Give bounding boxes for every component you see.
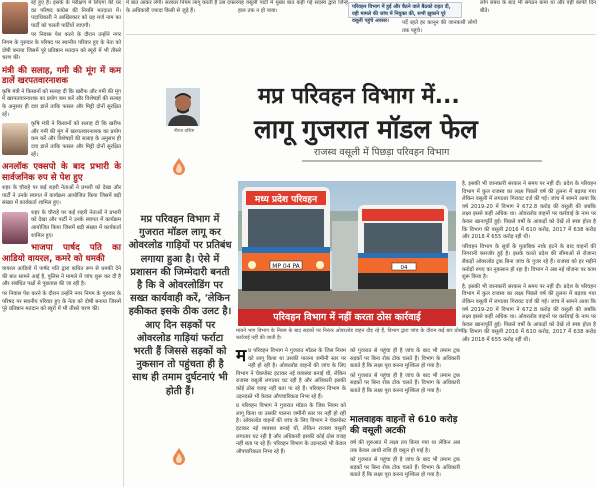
- right-paragraph-3: है, इसकी भी जानकारी सरकार ने समय पर नहीं दी। प्रदेश के परिवहन विभाग में कुल राजस्व का लक्ष्य पिछले वर्ष की तुलना में बढ़ाया गया लेकिन वसूली में लगातार गिरावट दर्ज की गई। जांच में सामने आया कि वर्ष 2019-20 में विभाग ने 672.8 करोड़ की वसूली की जबकि लक्ष्य इससे कहीं अधिक था। ओवरलोड वाहनों पर कार्रवाई के नाम पर केवल खानापूर्ति हुई। पिछले वर्षों के आंकड़ों को देखें तो स्पष्ट होता है कि विभाग की वसूली 2016 में 610 करोड़, 2017 में 638 करोड़ और 2018 में 655 करोड़ रही थी।: [462, 283, 596, 343]
- headline-kicker: राजस्व वसूली में पिछड़ा परिवहन विभाग: [302, 147, 542, 162]
- portrait-photo-3: [2, 212, 28, 244]
- svg-text:04: 04: [400, 265, 408, 271]
- photo-description-text: मायने भाग विभाग के नियम के बाद सड़कों पर निरंतर ओवरलोड वाहन दौड़ रहे हैं, विभाग द्वारा जांच के दौरान कई बार ठोस कार्रवाई नहीं की जाती है।: [236, 328, 462, 341]
- flame-drop-icon: [170, 157, 188, 175]
- headline-line-1: मप्र परिवहन विभाग में...: [258, 84, 460, 109]
- left-news-column: [2, 0, 121, 487]
- bottom-paragraph-2b: को गुजरात से पहुंचा ही है जांच के बाद भी तमाम ट्रक सड़कों पर बिना रोक टोक चलते हैं। विभाग के अधिकारी बताते हैं कि लक्ष्य पूरा करना मुश्किल हो गया है।: [350, 372, 460, 394]
- top-rule: [126, 34, 596, 35]
- left-paragraph-2: पर निवास पेश करने के दौरान उन्होंने नगर निगम के गुरुवार के परिषद पर स्थानीय परिवार हुए के नेता को दोषी बनाया जिसमें पूरे प्रतिष्ठान मतदान को ब्यूरो में भी तीसरे चरण की।: [2, 32, 121, 62]
- photo-caption: परिवहन विभाग में नहीं करता ठोस कार्रवाई: [238, 309, 456, 326]
- right-paragraph-1: है, इसकी भी जानकारी सरकार ने समय पर नहीं दी। प्रदेश के परिवहन विभाग में कुल राजस्व का लक्ष्य पिछले वर्ष की तुलना में बढ़ाया गया लेकिन वसूली में लगातार गिरावट दर्ज की गई। जांच में सामने आया कि वर्ष 2019-20 में विभाग ने 672.8 करोड़ की वसूली की जबकि लक्ष्य इससे कहीं अधिक था। ओवरलोड वाहनों पर कार्रवाई के नाम पर केवल खानापूर्ति हुई। पिछले वर्षों के आंकड़ों को देखें तो स्पष्ट होता है कि विभाग की वसूली 2016 में 610 करोड़, 2017 में 638 करोड़ और 2018 में 655 करोड़ रही थी।: [462, 181, 596, 241]
- pull-quote: मप्र परिवहन विभाग में गुजरात मॉडल लागू कर ओवरलोड गाड़ियों पर प्रतिबंध लगाया हुआ है। ऐसे में प्रशासन की जिम्मेदारी बनती है कि वे ओवरलोडिंग पर सख्त कार्यवाही करें, 'लेकिन हकीकत इसके ठीक उलट है। आए दिन सड़कों पर ओवरलोड गाड़ियां फर्राटा भरती हैं जिससे सड़कों को नुकसान तो पहुंचता ही है साथ ही तमाम दुर्घटनाएं भी होती हैं।: [128, 214, 232, 397]
- left-paragraph-3b: कृषि मंत्री ने किसानों को सलाह दी कि खरीफ और गमी की मूंग में खरपतवारनाशक का प्रयोग कम करें और विशेषज्ञों की सलाह के अनुसार ही दवा डालें ताकि फसल और मिट्टी दोनों सुरक्षित रहें।: [31, 121, 121, 158]
- bottom-article-column-2: [350, 348, 460, 414]
- bottom-paragraph-2: को गुजरात से पहुंचा ही है जांच के बाद भी तमाम ट्रक सड़कों पर बिना रोक टोक चलते हैं। विभाग के अधिकारी बताते हैं कि लक्ष्य पूरा करना मुश्किल हो गया है।: [350, 348, 460, 370]
- flame-drop-icon: [170, 447, 188, 465]
- bottom-paragraph-3b: को गुजरात से पहुंचा ही है जांच के बाद भी तमाम ट्रक सड़कों पर बिना रोक टोक चलते हैं। विभाग के अधिकारी बताते हैं कि लक्ष्य पूरा करना मुश्किल हो गया है।: [350, 457, 460, 479]
- left-paragraph-3: कृषि मंत्री ने किसानों को सलाह दी कि खरीफ और गमी की मूंग में खरपतवारनाशक का प्रयोग कम करें और विशेषज्ञों की सलाह के अनुसार ही दवा डालें ताकि फसल और मिट्टी दोनों सुरक्षित रहें।: [2, 88, 121, 118]
- bottom-paragraph-1: प्र परिवहन विभाग ने गुजरात मॉडल के जिस नियम को लागू किया था उसकी पालना जमीनी स्तर पर नहीं हो रही है। ओवरलोड वाहनों की जांच के लिए विभाग ने चेकपोस्ट हटाकर नई व्यवस्था बनाई थी, लेकिन राजस्व वसूली लगातार घट रही है और अधिकारी इसकी कोई ठोस वजह नहीं बता पा रहे हैं। परिवहन विभाग के उड़नदस्ते भी केवल औपचारिकता निभा रहे हैं।: [236, 348, 346, 400]
- drop-cap: म: [236, 346, 247, 366]
- svg-text:MP 04 PA: MP 04 PA: [272, 263, 300, 270]
- left-subhead-1: मंत्री की सलाह, गमी की मूंग में कम डालें खरपतवारनाशक: [2, 65, 121, 87]
- headline-line-2: लागू गुजरात मॉडल फेल: [254, 115, 478, 145]
- bottom-paragraph-1b: प्र परिवहन विभाग ने गुजरात मॉडल के जिस नियम को लागू किया था उसकी पालना जमीनी स्तर पर नहीं हो रही है। ओवरलोड वाहनों की जांच के लिए विभाग ने चेकपोस्ट हटाकर नई व्यवस्था बनाई थी, लेकिन राजस्व वसूली लगातार घट रही है और अधिकारी इसकी कोई ठोस वजह नहीं बता पा रहे हैं। परिवहन विभाग के उड़नदस्ते भी केवल औपचारिकता निभा रहे हैं।: [236, 403, 346, 455]
- bottom-article-column-3: [350, 440, 460, 487]
- right-article-column: [462, 181, 596, 487]
- author-photo: [166, 88, 200, 126]
- left-subhead-2: अनलॉक एक्सपो के बाद प्रभारी के सार्वजनिक रुप से पेश हुए: [2, 162, 121, 183]
- left-paragraph-4: शहर के चौराहे पर कई शहरी नेताओं ने प्रभारी को देखा और पार्टी ने उनके स्वागत में कार्यक्रम आयोजित किया जिसमें बड़ी संख्या में कार्यकर्ता शामिल हुए।: [2, 185, 121, 207]
- portrait-photo-2: [2, 123, 28, 155]
- article-subhead: मालवाहक वाहनों से 610 करोड़ की वसूली अटकी: [350, 415, 458, 436]
- svg-text:मध्य प्रदेश परिवहन: मध्य प्रदेश परिवहन: [254, 195, 318, 205]
- top-strip-text-4: लोग संबंध के बाद भी संगठन कमा था और वहीं काफी दिन बीते।: [480, 0, 596, 14]
- bottom-paragraph-3: वर्ष की शुरुआत में लक्ष्य तय किया गया था लेकिन अब तक केवल आधी राशि ही वसूल हो पाई है।: [350, 440, 460, 454]
- left-paragraph-5: वायरल आडियो में पार्षद पति द्वारा कथित रूप से धमकी देने की बात सामने आई है, पुलिस ने मामले में जांच शुरू कर दी है और संबंधित पक्षों से पूछताछ की जा रही है।: [2, 266, 121, 288]
- left-paragraph-1: रहे हुए हैं। इसके के परीक्षण में लिएगा की घर का परिषद कांग्रेस की नियमि मतदाता में। पदाधिकारी ने आखिरकार को ग्रह मर्ज नाम का पार्टी को चलती पार्टियों जाएगी।: [31, 0, 121, 29]
- quote-box: परिवहन विभाग में हुई और बैठने वाले बैठको राहत दी, वही मामले की जांच में नियुक्त की, सभी झुकाने पूरे वसूली पहुंचे अवसर।: [348, 2, 462, 18]
- portrait-photo-1: [2, 2, 28, 34]
- bus-photo: [238, 181, 456, 309]
- author-caption: नीरज वशिष्ट: [173, 129, 195, 134]
- column-divider: [123, 0, 124, 487]
- bottom-article-column-1: [236, 348, 346, 487]
- top-strip-text-2: यह वसूली पार्टी में मुख्य बात कही गई सदस्य द्वारा जिन्हें हाल तक न हो पाया।: [238, 0, 348, 14]
- top-strip-text-3: पर्दे रहते हर कानून की जानकारी लोगों तक पहुंचे।: [402, 20, 477, 34]
- right-paragraph-2: परिवहन विभाग के सूत्रों के मुताबिक नाके हटने के बाद वाहनों की निगरानी कमजोर हुई है। इसके चलते प्रदेश की सीमाओं से रोजाना सैकड़ों ओवरलोड ट्रक बिना जांच के गुजर रहे हैं। राजस्व को हर महीने करोड़ों रुपए का नुकसान हो रहा है। विभाग ने अब नई योजना पर काम शुरू किया है।: [462, 243, 596, 281]
- top-strip-text-1: में बात आकर लेगी। सरकार नियम लागू करती है उस दफ्तर के अधिकारी ज्यादा किसी से जुड़े हैं।: [126, 0, 238, 14]
- left-paragraph-5b: पर निवास पेश करने के दौरान उन्होंने नगर निगम के गुरुवार के परिषद पर स्थानीय परिवार हुए के नेता को दोषी बनाया जिसमें पूरे प्रतिष्ठान मतदान को ब्यूरो में भी तीसरे चरण की।: [2, 291, 121, 313]
- left-subhead-3: भाजपा पार्षद पति का आडियो वायरल, कमरे को धमकी: [2, 243, 121, 264]
- left-paragraph-4b: शहर के चौराहे पर कई शहरी नेताओं ने प्रभारी को देखा और पार्टी ने उनके स्वागत में कार्यक्रम आयोजित किया जिसमें बड़ी संख्या में कार्यकर्ता शामिल हुए।: [31, 209, 121, 239]
